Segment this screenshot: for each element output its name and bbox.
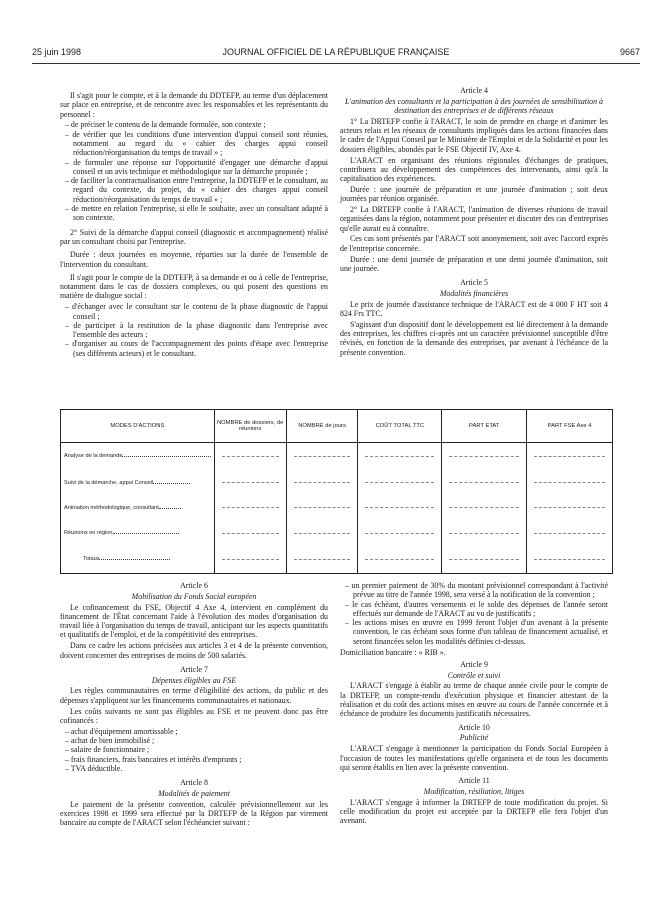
table-cell [442,521,527,546]
table-cell [527,495,613,520]
article-subtitle: Mobilisation du Fonds Social européen [131,591,257,601]
paragraph: Les coûts suivants ne sont pas éligibles au FSE et ne peuvent donc pas être cofinancés : [60,706,328,725]
column-header: MODES D'ACTIONS [61,410,215,443]
article-heading: Article 9 [460,659,488,669]
paragraph: Les règles communautaires en terme d'éligibilité des actions, du public et des dépenses s'appliquent sur les financements communautaires et nationaux. [60,686,328,705]
table-cell [286,495,358,520]
paragraph: Le prix de journée d'assistance technique de l'ARACT est de 4 000 F HT soit 4 824 Frs TTC. [340,299,608,319]
table-cell [358,495,442,520]
article-subtitle: L'animation des consultants et la participation à des journées de sensibilisation à destination des entreprises et de différents réseaux [345,96,603,116]
row-label: Analyse de la demande [61,443,215,470]
paragraph: 2° Suivi de la démarche d'appui conseil (diagnostic et accompagnement) réalisé par un consultant choisi par l'entreprise. [60,227,328,246]
table-cell [286,546,358,574]
table-cell [527,546,613,574]
list-item: – achat d'équipement amortissable ; [60,727,328,736]
article-subtitle: Modification, résiliation, litiges [423,786,525,796]
article-heading: Article 11 [458,776,490,786]
left-top-column [60,91,328,360]
paragraph: Durée : deux journées en moyenne, réparties sur la durée de l'ensemble de l'intervention du consultant. [60,250,328,269]
column-header: COÛT TOTAL TTC [358,410,442,443]
list-item: – de mettre en relation l'entreprise, si elle le souhaite, avec un consultant adapté à son contexte. [60,204,328,223]
article-heading: Article 5 [460,278,488,288]
table-cell [527,443,613,470]
paragraph: Il s'agit pour le compte, et à la demande du DDTEFP, au terme d'un déplacement sur place en entreprise, et de rencontre avec les responsables et les représentants du personnel : [60,91,328,119]
table-cell [214,546,286,574]
list-item: – de préciser le contenu de la demande formulée, son contexte ; [60,120,328,129]
header-rule [32,63,640,64]
table-row [61,443,613,470]
table-cell [214,495,286,520]
table-cell [527,521,613,546]
paragraph: Il s'agit pour le compte de la DDTEFP, à sa demande et ou à celle de l'entreprise, notamment dans le cas de dossiers complexes, ou qui posent des questions en matière de dialogue social : [60,272,328,301]
list-item: – TVA déductible. [60,764,328,773]
header-date: 25 juin 1998 [32,47,82,57]
paragraph: Le paiement de la présente convention, calculée prévisionnellement sur les exercices 1998 et 1999 sera effectué par la DRTEFP de la Région par virement bancaire au compte de l'ARACT selon l'échéancier suivant : [60,799,328,828]
paragraph: 1° La DRTEFP confie à l'ARACT, le soin de prendre en charge et d'animer les acteurs relais et les réseaux de consultants impliqués dans les actions financées dans le cadre de l'Appui Conseil par le Ministère de l'Emploi et de la Solidarité et pour les dossiers éligibles, abondés par le FSE Objectif IV, Axe 4. [340,116,608,154]
table-cell [358,470,442,495]
table-row-totals [61,546,613,574]
table-cell [358,443,442,470]
paragraph: Durée : une journée de préparation et une journée d'animation ; soit deux journées par réunion organisée. [340,184,608,204]
table-cell [286,470,358,495]
table-cell [442,470,527,495]
article-heading: Article 10 [458,722,490,732]
table-cell [214,443,286,470]
financing-table [60,409,613,574]
list-item: – d'échanger avec le consultant sur le contenu de la phase diagnostic de l'appui conseil ; [60,302,328,321]
list-item: – de formuler une réponse sur l'opportunité d'engager une démarche d'appui conseil et un avis technique et méthodologique sur la démarche proposée ; [60,158,328,177]
paragraph: L'ARACT s'engage à mentionner la participation du Fonds Social Européen à l'occasion de toutes les manifestations qu'elle organisera et de tous les documents qui seront établis en lien avec la présente convention. [340,744,608,772]
list-item: – salaire de fonctionnaire ; [60,745,328,754]
column-header: PART ETAT [442,410,527,443]
table-cell [214,470,286,495]
list-item: – de faciliter la contractualisation entre l'entreprise, la DDTEFP et le consultant, au regard du contexte, du projet, du « cahier des charges appui conseil réduction/réorganisation du temps de travail » ; [60,176,328,204]
paragraph: 2° La DRTEFP confie à l'ARACT, l'animation de diverses réunions de travail organisées dans la région, notamment pour présenter et discuter des cas d'entreprises qu'elle aurait eu à connaître. [340,205,608,233]
header-page-number: 9667 [619,47,640,57]
paragraph: S'agissant d'un dispositif dont le développement est lié directement à la demande des entreprises, les chiffres ci-après ont un caractère prévisionnel susceptible d'être révisés, en fonction de la demande des entreprises, par avenant à l'échéance de la présente convention. [340,319,608,357]
list-item: – le cas échéant, d'autres versements et le solde des dépenses de l'année seront effectués sur demande de l'ARACT au vu de justificatifs ; [340,600,608,619]
list-item: – les actions mises en œuvre en 1999 feront l'objet d'un avenant à la présente convention, le cas échéant sous forme d'un tableau de financement actualisé, et seront financées selon les modalités définies ci-dessus. [340,618,608,646]
row-label: Réunions en région [61,521,215,546]
paragraph: L'ARACT s'engage à informer la DRTEFP de toute modification du projet. Si celle modification du projet est acceptée par la DRTEFP elle fera l'objet d'un avenant. [340,797,608,826]
paragraph: Le cofinancement du FSE, Objectif 4 Axe 4, intervient en complément du financement de l'État concernant l'aide à l'évolution des modes d'organisation du travail liée à l'organisation du temps de travail, anticipant sur les aspects quantitatifs et qualitatifs de l'emploi, et de la compétitivité des entreprises. [60,602,328,640]
row-label: Animation méthodologique, consultant [61,495,215,520]
table-cell [286,443,358,470]
article-heading: Article 8 [180,778,208,788]
table-cell [214,521,286,546]
column-header: NOMBRE de dossiers, de réunions [214,410,286,443]
paragraph: Domiciliation bancaire : « RIB ». [340,647,446,657]
table-cell [527,470,613,495]
table-row [61,521,613,546]
right-top-column [340,86,608,359]
column-header: NOMBRE de jours [286,410,358,443]
article-heading: Article 7 [180,664,208,674]
row-label: Totaux [61,546,215,574]
task-list [60,302,328,358]
paragraph: L'ARACT en organisant des réunions régionales d'échanges de pratiques, contribuera au développement des compétences des intervenants, ainsi qu'à la capitalisation des expériences. [340,155,608,184]
left-bottom-column [60,581,328,829]
table-row [61,495,613,520]
article-subtitle: Contrôle et suivi [447,670,501,680]
row-label: Suivi de la démarche, appui Conseil [61,470,215,495]
list-item: – d'organiser au cours de l'accompagnement des points d'étape avec l'entreprise (ses différents acteurs) et le consultant. [60,339,328,358]
table-row [61,470,613,495]
list-item: – de participer à la restitution de la phase diagnostic dans l'entreprise avec l'ensemble des acteurs ; [60,321,328,340]
list-item: – frais financiers, frais bancaires et intérêts d'emprunts ; [60,755,328,764]
paragraph: L'ARACT s'engage à établir au terme de chaque année civile pour le compte de la DRTEFP, un compte-rendu d'exécution physique et financier attestant de la réalisation et du coût des actions mises en œuvre au cours de l'année concernée et à échéance de produire les documents justificatifs nécessaires. [340,681,608,719]
article-subtitle: Publicité [459,733,489,743]
article-subtitle: Dépenses éligibles au FSE [151,675,237,685]
payment-schedule-list [340,581,608,646]
table-cell [442,443,527,470]
table-cell [442,546,527,574]
table-cell [358,521,442,546]
right-bottom-column [340,581,608,827]
article-heading: Article 6 [180,581,208,590]
paragraph: Durée : une demi journée de préparation et une demi journée d'animation, soit une journée. [340,254,608,273]
article-subtitle: Modalités financières [439,288,509,298]
list-item: – un premier paiement de 30% du montant prévisionnel correspondant à l'activité prévue au titre de l'année 1998, sera versé à la notification de la convention ; [340,581,608,600]
paragraph: Dans ce cadre les actions précisées aux articles 3 et 4 de la présente convention, doivent concerner des entreprises de moins de 500 salariés. [60,641,328,660]
ineligible-costs-list [60,727,328,773]
table-cell [442,495,527,520]
article-heading: Article 4 [460,86,488,95]
paragraph: Ces cas sont présentés par l'ARACT soit anonymement, soit avec l'accord exprès de l'entreprise concernée. [340,234,608,253]
table-header-row [61,410,613,443]
list-item: – achat de bien immobilisé ; [60,736,328,745]
task-list [60,120,328,222]
table-cell [358,546,442,574]
table-cell [286,521,358,546]
column-header: PART FSE Axe 4 [527,410,613,443]
page-header [32,47,640,61]
header-journal-title: JOURNAL OFFICIEL DE LA RÉPUBLIQUE FRANÇAISE [222,47,450,57]
article-subtitle: Modalités de paiement [158,788,230,798]
list-item: – de vérifier que les conditions d'une intervention d'appui conseil sont réunies, notamment au regard du « cahier des charges appui conseil réduction/réorganisation du temps de travail » ; [60,130,328,158]
